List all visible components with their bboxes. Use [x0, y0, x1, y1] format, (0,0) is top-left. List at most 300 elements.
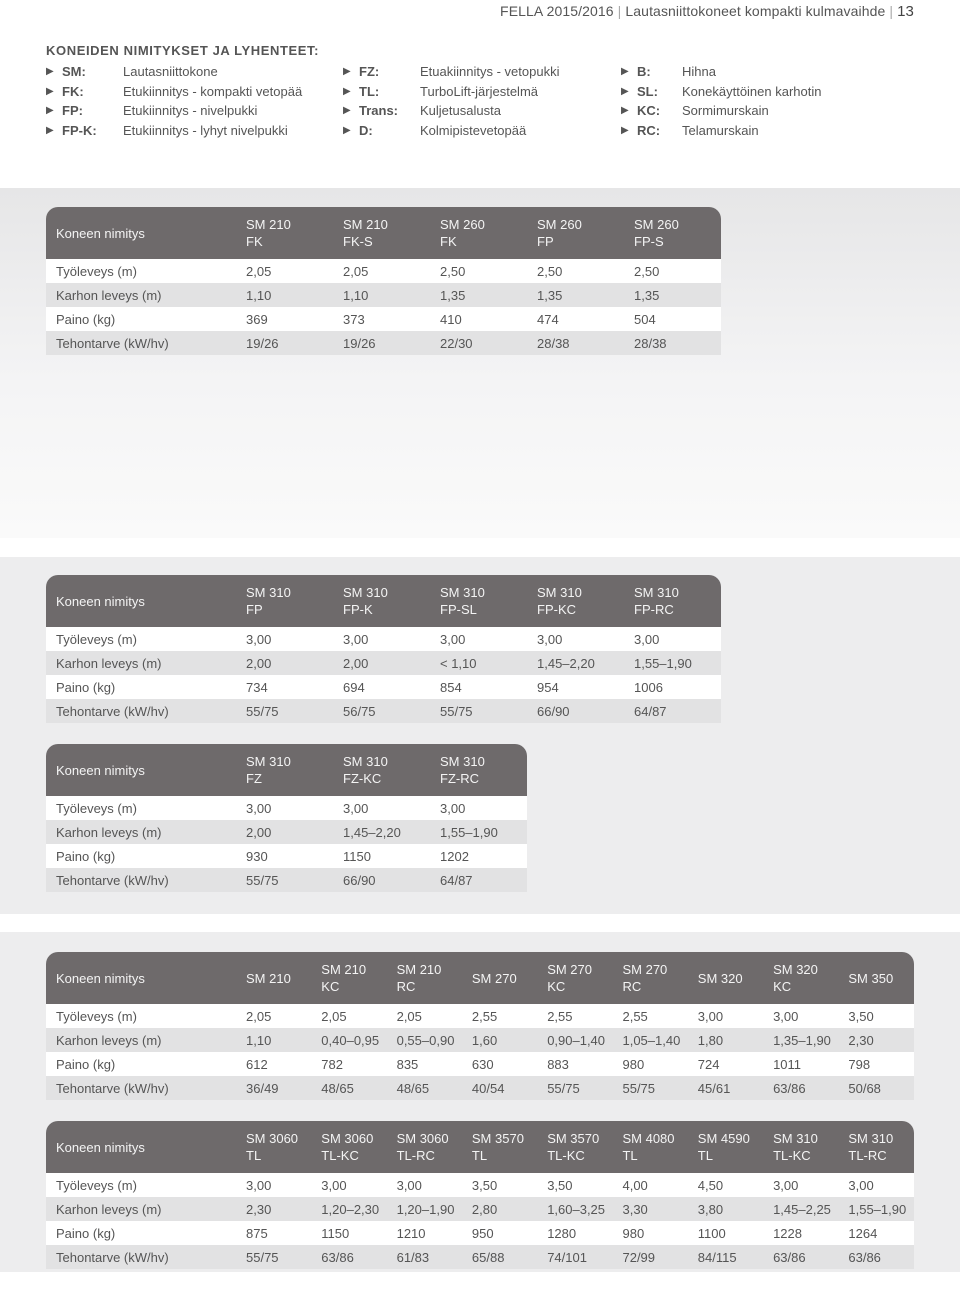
- row-label: Tehontarve (kW/hv): [46, 868, 236, 892]
- abbreviation-key: FK:: [62, 83, 84, 99]
- table-cell: 28/38: [624, 331, 721, 355]
- header-label: Koneen nimitys: [46, 1121, 236, 1173]
- table-row: [46, 627, 721, 651]
- model-name: [527, 207, 624, 259]
- table-cell: 1,20–2,30: [311, 1197, 386, 1221]
- table-cell: 22/30: [430, 331, 527, 355]
- bullet-triangle-icon: ▶: [343, 66, 351, 77]
- table-cell: 1006: [624, 675, 721, 699]
- table-cell: 55/75: [430, 699, 527, 723]
- table-cell: 724: [688, 1052, 763, 1076]
- model-name: [311, 952, 386, 1004]
- table-cell: 84/115: [688, 1245, 763, 1269]
- model-series: SM 4590: [697, 1131, 750, 1146]
- table-cell: 40/54: [462, 1076, 537, 1100]
- table-cell: 3,00: [763, 1004, 838, 1028]
- abbreviation-key: KC:: [637, 103, 661, 118]
- model-variant: FK-S: [343, 234, 373, 249]
- table-cell: 65/88: [462, 1245, 537, 1269]
- table-cell: 3,00: [333, 627, 430, 651]
- table-cell: 48/65: [387, 1076, 462, 1100]
- table-cell: 63/86: [763, 1076, 838, 1100]
- row-label: Paino (kg): [46, 844, 236, 868]
- table-cell: 28/38: [527, 331, 624, 355]
- table-cell: 66/90: [527, 699, 624, 723]
- model-series: SM 260: [440, 217, 485, 232]
- table-cell: 954: [527, 675, 624, 699]
- model-series: SM 310: [343, 585, 388, 600]
- model-name: [387, 952, 462, 1004]
- model-variant: TL: [246, 1148, 262, 1163]
- model-variant: FK: [246, 234, 263, 249]
- table-header-row: [46, 575, 721, 627]
- abbreviation-key: B:: [637, 64, 651, 79]
- table-cell: 4,00: [612, 1173, 687, 1197]
- spec-table: [46, 207, 721, 355]
- model-variant: TL: [697, 1148, 713, 1163]
- model-series: SM 310: [537, 585, 582, 600]
- table-cell: 504: [624, 307, 721, 331]
- abbreviation-key: SM:: [62, 64, 86, 79]
- model-series: SM 3060: [321, 1131, 374, 1146]
- header-separator: |: [889, 3, 894, 19]
- model-variant: FP: [246, 602, 263, 617]
- table-cell: 1,10: [236, 1028, 311, 1052]
- abbreviation-description: Konekäyttöinen karhotin: [682, 83, 822, 99]
- table-cell: 2,80: [462, 1197, 537, 1221]
- model-name: [763, 952, 838, 1004]
- model-variant: RC: [622, 979, 642, 994]
- table-cell: 19/26: [333, 331, 430, 355]
- table-cell: 3,00: [430, 796, 527, 820]
- model-series: SM 310: [440, 585, 485, 600]
- abbreviation-key: D:: [359, 122, 373, 138]
- model-series: SM 260: [537, 217, 582, 232]
- table-cell: 1011: [763, 1052, 838, 1076]
- table-cell: 3,50: [462, 1173, 537, 1197]
- model-variant: TL-KC: [773, 1148, 811, 1163]
- table-cell: 3,00: [527, 627, 624, 651]
- table-cell: 3,00: [236, 627, 333, 651]
- table-cell: 3,50: [838, 1004, 913, 1028]
- abbreviation-item: [621, 82, 821, 102]
- table-cell: 2,50: [624, 259, 721, 283]
- table-cell: 1,05–1,40: [612, 1028, 687, 1052]
- bullet-triangle-icon: ▶: [621, 66, 629, 77]
- table-cell: 3,80: [688, 1197, 763, 1221]
- table-cell: 3,30: [612, 1197, 687, 1221]
- table-cell: < 1,10: [430, 651, 527, 675]
- table-cell: 2,55: [612, 1004, 687, 1028]
- table-cell: 1,60: [462, 1028, 537, 1052]
- table-cell: 45/61: [688, 1076, 763, 1100]
- model-name: [236, 207, 333, 259]
- table-row: [46, 1052, 914, 1076]
- table-row: [46, 1197, 914, 1221]
- table-cell: 734: [236, 675, 333, 699]
- abbreviation-description: Kolmipistevetopää: [420, 122, 527, 138]
- model-series: SM 210: [321, 962, 367, 977]
- spec-table: [46, 1121, 914, 1269]
- table-cell: 782: [311, 1052, 386, 1076]
- row-label: Tehontarve (kW/hv): [46, 699, 236, 723]
- abbreviation-description: Lautasniittokone: [123, 64, 218, 79]
- table-cell: 3,00: [430, 627, 527, 651]
- table-cell: 1,20–1,90: [387, 1197, 462, 1221]
- table-cell: 694: [333, 675, 430, 699]
- model-variant: FP: [537, 234, 554, 249]
- model-variant: FP-KC: [537, 602, 576, 617]
- table-cell: 950: [462, 1221, 537, 1245]
- model-variant: FP-SL: [440, 602, 477, 617]
- model-variant: FZ-KC: [343, 771, 382, 786]
- table-cell: 2,05: [311, 1004, 386, 1028]
- table-row: [46, 307, 721, 331]
- model-name: [624, 207, 721, 259]
- table-cell: 64/87: [624, 699, 721, 723]
- table-row: [46, 699, 721, 723]
- header-label: Koneen nimitys: [46, 575, 236, 627]
- table-header-row: [46, 744, 527, 796]
- table-row: [46, 1028, 914, 1052]
- table-cell: 63/86: [838, 1245, 913, 1269]
- model-variant: TL-KC: [547, 1148, 585, 1163]
- table-cell: 1,55–1,90: [838, 1197, 913, 1221]
- header-label: Koneen nimitys: [46, 952, 236, 1004]
- table-cell: 63/86: [763, 1245, 838, 1269]
- table-cell: 2,05: [236, 1004, 311, 1028]
- table-cell: 1264: [838, 1221, 913, 1245]
- abbreviation-item: [46, 82, 302, 102]
- table-row: [46, 1076, 914, 1100]
- model-variant: FK: [440, 234, 457, 249]
- abbreviation-key: TL:: [359, 83, 380, 99]
- table-row: [46, 820, 527, 844]
- model-name: [688, 1121, 763, 1173]
- table-row: [46, 1221, 914, 1245]
- model-series: SM 310: [634, 585, 679, 600]
- table-cell: 1228: [763, 1221, 838, 1245]
- model-name: [537, 1121, 612, 1173]
- row-label: Tehontarve (kW/hv): [46, 331, 236, 355]
- header-separator: |: [617, 3, 622, 19]
- table-cell: 883: [537, 1052, 612, 1076]
- abbreviation-item: [621, 121, 821, 141]
- table-row: [46, 1173, 914, 1197]
- page-number: 13: [897, 3, 914, 20]
- table-cell: 854: [430, 675, 527, 699]
- table-cell: 2,00: [236, 651, 333, 675]
- row-label: Työleveys (m): [46, 1173, 236, 1197]
- spec-table: [46, 744, 527, 892]
- table-cell: 1,80: [688, 1028, 763, 1052]
- table-cell: 1100: [688, 1221, 763, 1245]
- row-label: Tehontarve (kW/hv): [46, 1245, 236, 1269]
- table-cell: 63/86: [311, 1245, 386, 1269]
- table-cell: 72/99: [612, 1245, 687, 1269]
- table-cell: 3,00: [333, 796, 430, 820]
- table-cell: 0,90–1,40: [537, 1028, 612, 1052]
- model-variant: FZ-RC: [440, 771, 479, 786]
- abbreviation-description: Etukiinnitys - kompakti vetopää: [123, 83, 303, 99]
- table-cell: 74/101: [537, 1245, 612, 1269]
- bullet-triangle-icon: ▶: [343, 105, 351, 116]
- row-label: Paino (kg): [46, 675, 236, 699]
- page-header: [500, 3, 914, 20]
- table-header-row: [46, 1121, 914, 1173]
- table-cell: 55/75: [537, 1076, 612, 1100]
- model-variant: TL-KC: [321, 1148, 359, 1163]
- table-cell: 1150: [333, 844, 430, 868]
- model-variant: TL-RC: [396, 1148, 435, 1163]
- model-name: [236, 952, 311, 1004]
- abbreviation-description: TurboLift-järjestelmä: [420, 83, 539, 99]
- abbreviations-column: [343, 62, 559, 140]
- row-label: Paino (kg): [46, 1052, 236, 1076]
- row-label: Karhon leveys (m): [46, 820, 236, 844]
- table-cell: 0,55–0,90: [387, 1028, 462, 1052]
- table-cell: 55/75: [612, 1076, 687, 1100]
- model-variant: RC: [396, 979, 416, 994]
- model-name: [537, 952, 612, 1004]
- abbreviation-item: [46, 62, 302, 82]
- table-cell: 2,55: [462, 1004, 537, 1028]
- model-name: [430, 744, 527, 796]
- model-variant: TL: [622, 1148, 638, 1163]
- table-cell: 3,00: [236, 1173, 311, 1197]
- table-cell: 55/75: [236, 699, 333, 723]
- model-name: [838, 1121, 913, 1173]
- table-cell: 1210: [387, 1221, 462, 1245]
- table-cell: 1150: [311, 1221, 386, 1245]
- table-row: [46, 868, 527, 892]
- row-label: Työleveys (m): [46, 796, 236, 820]
- model-name: [387, 1121, 462, 1173]
- abbreviation-item: [343, 82, 559, 102]
- abbreviation-description: Sormimurskain: [682, 103, 769, 118]
- table-cell: 875: [236, 1221, 311, 1245]
- section-title: Lautasniittokoneet kompakti kulmavaihde: [625, 3, 886, 19]
- table-cell: 64/87: [430, 868, 527, 892]
- model-name: [838, 952, 913, 1004]
- model-series: SM 210: [246, 970, 291, 986]
- abbreviation-key: Trans:: [359, 103, 399, 118]
- model-variant: FZ: [246, 771, 262, 786]
- model-series: SM 320: [697, 970, 743, 986]
- model-series: SM 210: [343, 217, 388, 232]
- row-label: Paino (kg): [46, 1221, 236, 1245]
- abbreviation-key: RC:: [637, 122, 661, 138]
- abbreviation-description: Etukiinnitys - lyhyt nivelpukki: [123, 122, 288, 138]
- spec-table: [46, 575, 721, 723]
- abbreviation-item: [343, 101, 559, 121]
- abbreviation-description: Kuljetusalusta: [420, 103, 501, 118]
- model-series: SM 210: [246, 217, 291, 232]
- header-label: Koneen nimitys: [46, 207, 236, 259]
- model-variant: KC: [547, 979, 566, 994]
- table-cell: 1,45–2,20: [333, 820, 430, 844]
- model-variant: FP-RC: [634, 602, 674, 617]
- table-cell: 55/75: [236, 1245, 311, 1269]
- table-cell: 1,35: [527, 283, 624, 307]
- model-name: [624, 575, 721, 627]
- table-cell: 630: [462, 1052, 537, 1076]
- table-cell: 2,05: [236, 259, 333, 283]
- bullet-triangle-icon: ▶: [343, 124, 351, 136]
- table-row: [46, 651, 721, 675]
- table-cell: 410: [430, 307, 527, 331]
- model-name: [311, 1121, 386, 1173]
- model-series: SM 3060: [396, 1131, 449, 1146]
- table-cell: 2,50: [430, 259, 527, 283]
- abbreviation-item: [343, 62, 559, 82]
- model-name: [236, 575, 333, 627]
- table-row: [46, 259, 721, 283]
- table-cell: 2,05: [333, 259, 430, 283]
- model-series: SM 4080: [622, 1131, 675, 1146]
- row-label: Paino (kg): [46, 307, 236, 331]
- model-series: SM 270: [547, 962, 592, 977]
- table-cell: 2,55: [537, 1004, 612, 1028]
- header-label: Koneen nimitys: [46, 744, 236, 796]
- table-header-row: [46, 207, 721, 259]
- model-series: SM 270: [471, 970, 517, 986]
- bullet-triangle-icon: ▶: [46, 85, 54, 97]
- bullet-triangle-icon: ▶: [46, 105, 54, 116]
- table-cell: 835: [387, 1052, 462, 1076]
- table-cell: 980: [612, 1221, 687, 1245]
- table-cell: 474: [527, 307, 624, 331]
- bullet-triangle-icon: ▶: [46, 66, 54, 77]
- model-variant: KC: [321, 979, 340, 994]
- model-name: [763, 1121, 838, 1173]
- table-cell: 3,00: [236, 796, 333, 820]
- bullet-triangle-icon: ▶: [621, 85, 629, 97]
- table-cell: 2,00: [236, 820, 333, 844]
- row-label: Karhon leveys (m): [46, 283, 236, 307]
- abbreviations-title: KONEIDEN NIMITYKSET JA LYHENTEET:: [46, 43, 320, 58]
- table-row: [46, 796, 527, 820]
- abbreviation-item: [343, 121, 559, 141]
- model-series: SM 270: [622, 962, 668, 977]
- abbreviation-description: Hihna: [682, 64, 716, 79]
- model-series: SM 310: [246, 585, 291, 600]
- table-cell: 798: [838, 1052, 913, 1076]
- model-series: SM 3060: [246, 1131, 299, 1146]
- model-series: SM 3570: [471, 1131, 524, 1146]
- table-cell: 3,50: [537, 1173, 612, 1197]
- table-cell: 2,00: [333, 651, 430, 675]
- table-cell: 930: [236, 844, 333, 868]
- table-row: [46, 283, 721, 307]
- model-name: [612, 1121, 687, 1173]
- model-variant: FP-K: [343, 602, 373, 617]
- abbreviation-description: Etuakiinnitys - vetopukki: [420, 64, 560, 79]
- table-cell: 1,55–1,90: [624, 651, 721, 675]
- bullet-triangle-icon: ▶: [621, 105, 629, 116]
- table-cell: 56/75: [333, 699, 430, 723]
- row-label: Karhon leveys (m): [46, 1028, 236, 1052]
- table-cell: 3,00: [624, 627, 721, 651]
- table-cell: 3,00: [311, 1173, 386, 1197]
- spec-table: [46, 952, 914, 1100]
- model-series: SM 320: [773, 962, 818, 977]
- model-variant: TL-RC: [848, 1148, 887, 1163]
- table-cell: 0,40–0,95: [311, 1028, 386, 1052]
- table-header-row: [46, 952, 914, 1004]
- model-name: [612, 952, 687, 1004]
- abbreviations-column: [46, 62, 302, 140]
- model-series: SM 210: [396, 962, 442, 977]
- model-name: [688, 952, 763, 1004]
- publication-title: FELLA 2015/2016: [500, 3, 614, 19]
- row-label: Työleveys (m): [46, 627, 236, 651]
- table-row: [46, 1004, 914, 1028]
- bullet-triangle-icon: ▶: [46, 124, 54, 136]
- table-cell: 61/83: [387, 1245, 462, 1269]
- bullet-triangle-icon: ▶: [621, 124, 629, 136]
- model-name: [462, 1121, 537, 1173]
- abbreviation-description: Etukiinnitys - nivelpukki: [123, 103, 258, 118]
- abbreviation-key: SL:: [637, 83, 658, 99]
- model-name: [430, 207, 527, 259]
- model-name: [333, 744, 430, 796]
- table-cell: 1,35–1,90: [763, 1028, 838, 1052]
- table-cell: 2,30: [236, 1197, 311, 1221]
- abbreviations-column: [621, 62, 821, 140]
- table-cell: 612: [236, 1052, 311, 1076]
- model-series: SM 310: [440, 754, 485, 769]
- model-series: SM 260: [634, 217, 679, 232]
- table-cell: 369: [236, 307, 333, 331]
- abbreviation-description: Telamurskain: [682, 122, 759, 138]
- table-row: [46, 675, 721, 699]
- table-cell: 1,60–3,25: [537, 1197, 612, 1221]
- abbreviation-item: [621, 62, 821, 82]
- table-cell: 1,55–1,90: [430, 820, 527, 844]
- table-cell: 1,35: [430, 283, 527, 307]
- abbreviation-item: [46, 121, 302, 141]
- table-row: [46, 844, 527, 868]
- model-series: SM 310: [343, 754, 388, 769]
- model-variant: KC: [773, 979, 792, 994]
- model-series: SM 3570: [547, 1131, 600, 1146]
- model-name: [430, 575, 527, 627]
- table-cell: 2,50: [527, 259, 624, 283]
- model-series: SM 350: [848, 970, 894, 986]
- model-name: [236, 1121, 311, 1173]
- table-cell: 2,05: [387, 1004, 462, 1028]
- model-variant: FP-S: [634, 234, 664, 249]
- model-name: [527, 575, 624, 627]
- table-cell: 1280: [537, 1221, 612, 1245]
- model-name: [333, 575, 430, 627]
- table-cell: 1,10: [236, 283, 333, 307]
- model-variant: TL: [471, 1148, 488, 1163]
- model-series: SM 310: [848, 1131, 894, 1146]
- abbreviation-key: FP-K:: [62, 122, 97, 138]
- abbreviation-item: [46, 101, 302, 121]
- model-series: SM 310: [246, 754, 291, 769]
- model-name: [236, 744, 333, 796]
- table-cell: 3,00: [387, 1173, 462, 1197]
- bullet-triangle-icon: ▶: [343, 85, 351, 97]
- abbreviation-item: [621, 101, 821, 121]
- table-cell: 36/49: [236, 1076, 311, 1100]
- row-label: Työleveys (m): [46, 1004, 236, 1028]
- abbreviation-key: FP:: [62, 103, 83, 118]
- model-name: [462, 952, 537, 1004]
